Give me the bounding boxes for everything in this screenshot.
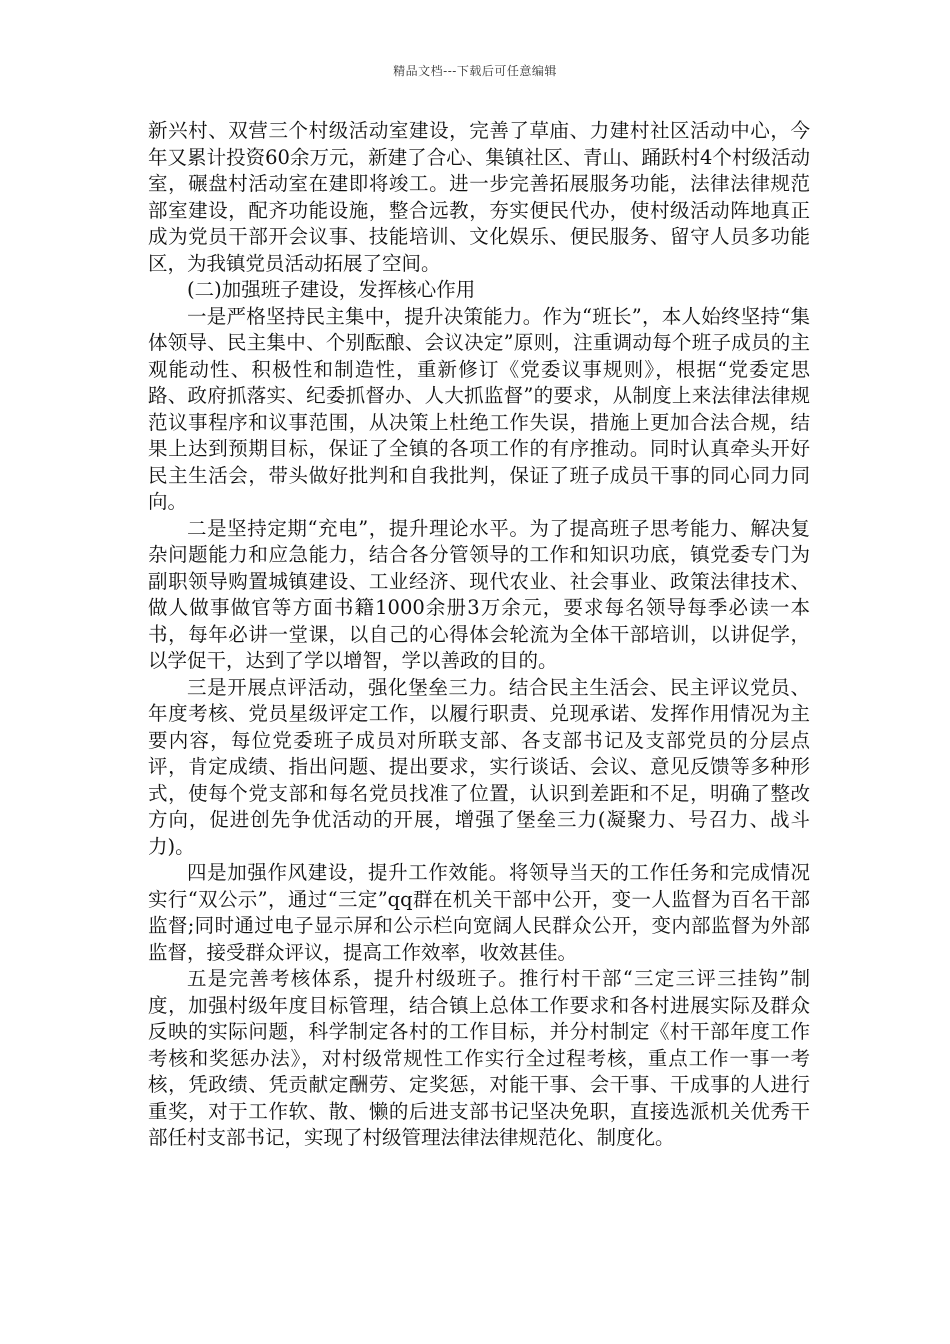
document-body [148,118,810,1152]
paragraph-6: 五是完善考核体系，提升村级班子。推行村干部“三定三评三挂钩”制度，加强村级年度目标管理，结合镇上总体工作要求和各村进展实际及群众反映的实际问题，科学制定各村的工作目标，并分村制定《村干部年度工作考核和奖惩办法》，对村级常规性工作实行全过程考核，重点工作一事一考核，凭政绩、凭贡献定酬劳、定奖惩，对能干事、会干事、干成事的人进行重奖，对于工作软、散、懒的后进支部书记坚决免职，直接选派机关优秀干部任村支部书记，实现了村级管理法律法律规范化、制度化。 [148,967,810,1149]
paragraph-1: 新兴村、双营三个村级活动室建设，完善了草庙、力建村社区活动中心，今年又累计投资60余万元，新建了合心、集镇社区、青山、踊跃村4个村级活动室，碾盘村活动室在建即将竣工。进一步完善拓展服务功能，法律法律规范部室建设，配齐功能设施，整合远教，夯实便民代办，使村级活动阵地真正成为党员干部开会议事、技能培训、文化娱乐、便民服务、留守人员多功能区，为我镇党员活动拓展了空间。 [148,119,810,275]
section-heading: (二)加强班子建设，发挥核心作用 [187,278,476,301]
page-header: 精品文档---下载后可任意编辑 [393,64,557,78]
paragraph-2: 一是严格坚持民主集中，提升决策能力。作为“班长”，本人始终坚持“集体领导、民主集中、个别酝酿、会议决定”原则，注重调动每个班子成员的主观能动性、积极性和制造性，重新修订《党委议事规则》，根据“党委定思路、政府抓落实、纪委抓督办、人大抓监督”的要求，从制度上来法律法律规范议事程序和议事范围，从决策上杜绝工作失误，措施上更加合法合规，结果上达到预期目标，保证了全镇的各项工作的有序推动。同时认真牵头开好民主生活会，带头做好批判和自我批判，保证了班子成员干事的同心同力同向。 [148,304,810,513]
paragraph-4: 三是开展点评活动，强化堡垒三力。结合民主生活会、民主评议党员、年度考核、党员星级评定工作，以履行职责、兑现承诺、发挥作用情况为主要内容，每位党委班子成员对所联支部、各支部书记及支部党员的分层点评，肯定成绩、指出问题、提出要求，实行谈话、会议、意见反馈等多种形式，使每个党支部和每名党员找准了位置，认识到差距和不足，明确了整改方向，促进创先争优活动的开展，增强了堡垒三力(凝聚力、号召力、战斗力)。 [148,675,810,858]
paragraph-3: 二是坚持定期“充电”，提升理论水平。为了提高班子思考能力、解决复杂问题能力和应急能力，结合各分管领导的工作和知识功底，镇党委专门为副职领导购置城镇建设、工业经济、现代农业、社会事业、政策法律技术、做人做事做官等方面书籍1000余册3万余元，要求每名领导每季必读一本书，每年必讲一堂课，以自己的心得体会轮流为全体干部培训，以讲促学，以学促干，达到了学以增智，学以善政的目的。 [148,516,810,672]
paragraph-5: 四是加强作风建设，提升工作效能。将领导当天的工作任务和完成情况实行“双公示”，通过“三定”qq群在机关干部中公开，变一人监督为百名干部监督;同时通过电子显示屏和公示栏向宽阔人民群众公开，变内部监督为外部监督，接受群众评议，提高工作效率，收效甚佳。 [148,861,810,964]
